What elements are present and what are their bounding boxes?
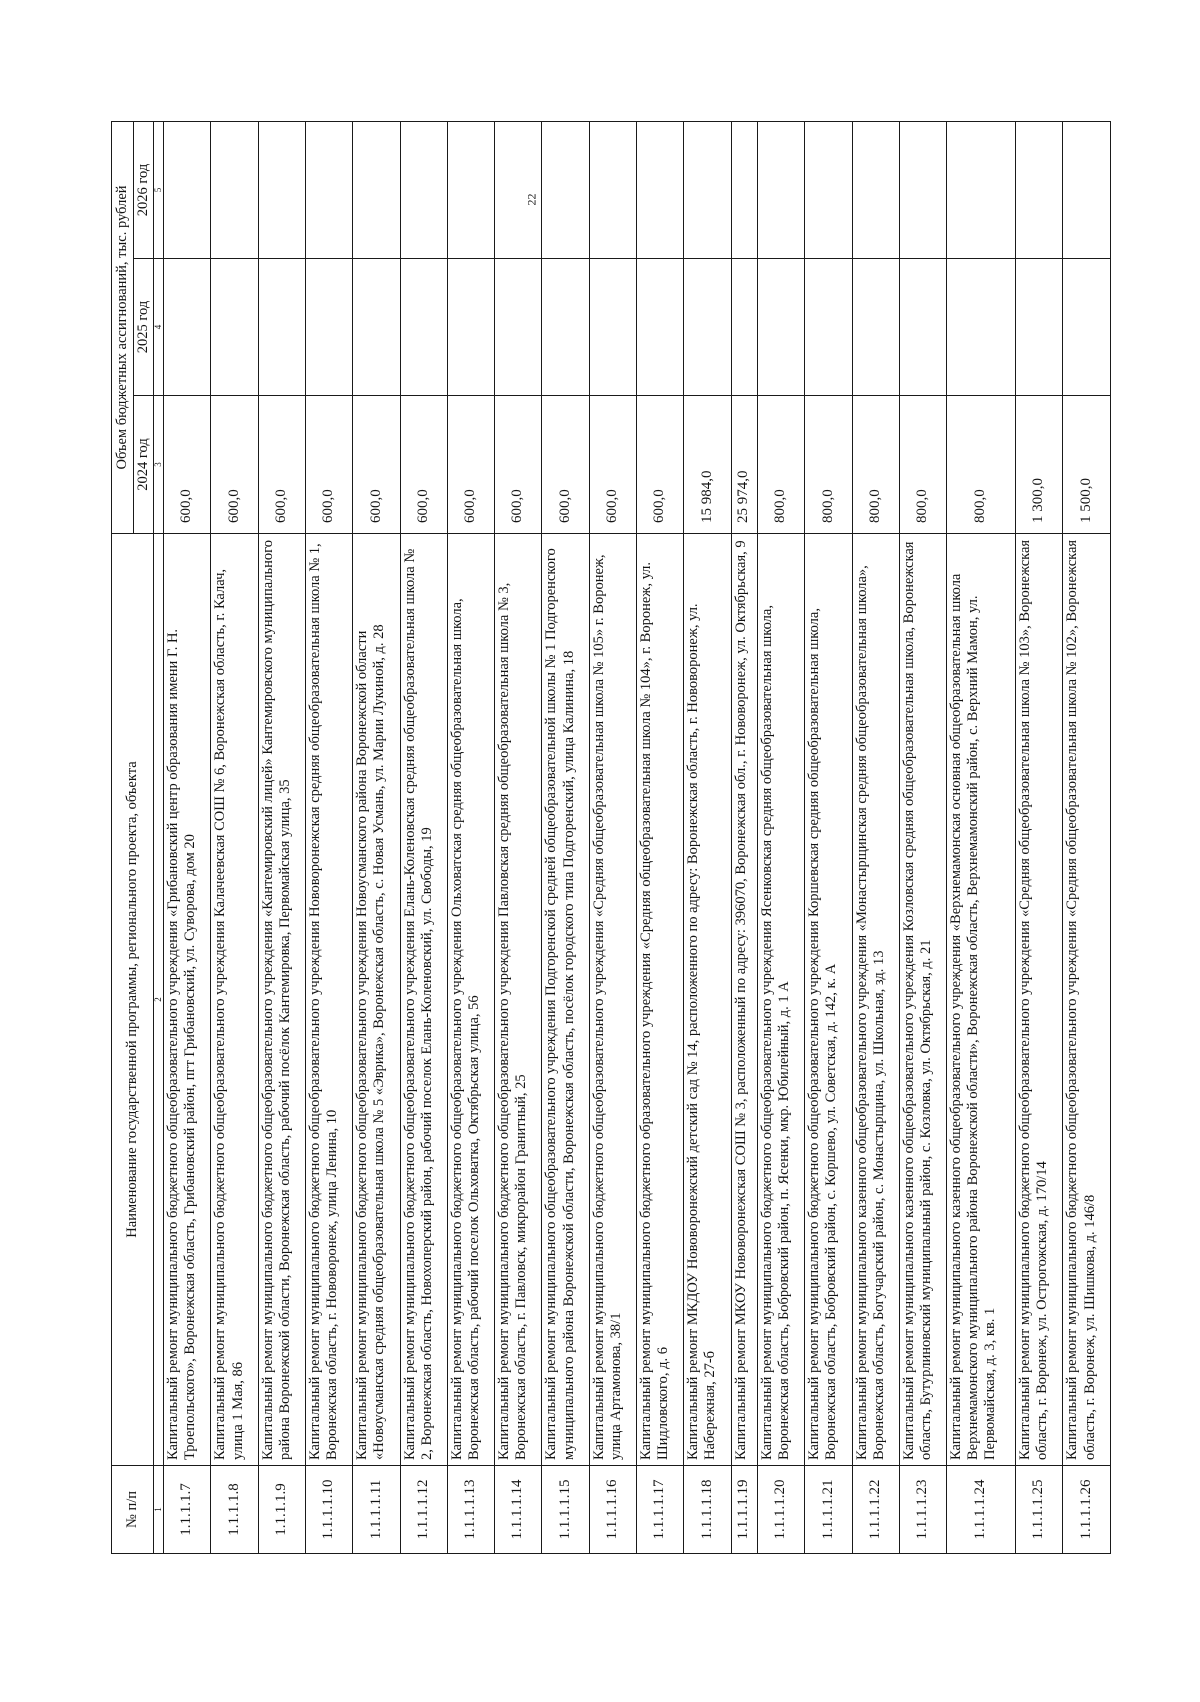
amount-2026 <box>447 122 494 259</box>
header-volume-group: Объем бюджетных ассигнований, тыс. рублей <box>112 122 134 534</box>
row-number: 1.1.1.1.9 <box>258 1466 305 1554</box>
amount-2025 <box>637 259 684 396</box>
amount-2026 <box>258 122 305 259</box>
row-number: 1.1.1.1.10 <box>306 1466 353 1554</box>
table-row <box>637 122 684 1554</box>
row-number: 1.1.1.1.20 <box>757 1466 804 1554</box>
table-row <box>1063 122 1111 1554</box>
amount-2024: 600,0 <box>637 396 684 534</box>
table-row <box>542 122 589 1554</box>
row-number: 1.1.1.1.12 <box>400 1466 447 1554</box>
amount-2024: 800,0 <box>947 396 1016 534</box>
budget-table <box>111 121 1111 1554</box>
amount-2024: 600,0 <box>164 396 211 534</box>
amount-2025 <box>805 259 852 396</box>
row-number: 1.1.1.1.8 <box>211 1466 258 1554</box>
amount-2025 <box>947 259 1016 396</box>
table-body <box>164 122 1111 1554</box>
column-index: 2 <box>154 534 164 1466</box>
object-name: Капитальный ремонт муниципального общеобразовательного учреждения Подгоренской средней общеобразовательной школы № 1 Подгоренского муниципального района Воронежской области, Воронежская область, посёлок городского типа Подгоренский, улица Калинина, 18 <box>542 534 589 1466</box>
table-row <box>1016 122 1063 1554</box>
column-index: 3 <box>154 396 164 534</box>
row-number: 1.1.1.1.14 <box>495 1466 542 1554</box>
object-name: Капитальный ремонт муниципального бюджетного общеобразовательного учреждения «Средняя общеобразовательная школа № 103», Воронежская область, г. Воронеж, ул. Острогожская, д. 170/14 <box>1016 534 1063 1466</box>
amount-2024: 600,0 <box>258 396 305 534</box>
amount-2026 <box>353 122 400 259</box>
amount-2026 <box>306 122 353 259</box>
table-row <box>899 122 946 1554</box>
amount-2025 <box>211 259 258 396</box>
amount-2026 <box>947 122 1016 259</box>
object-name: Капитальный ремонт МКДОУ Нововоронежский детский сад № 14, расположенного по адресу: Воронежская область, г. Нововоронеж, ул. Набережная, 27-б <box>684 534 731 1466</box>
object-name: Капитальный ремонт муниципального бюджетного общеобразовательного учреждения «Грибановский центр образования имени Г. Н. Троепольского», Воронежская область, Грибановский район, пгт Грибановский, ул. Суворова, дом 20 <box>164 534 211 1466</box>
amount-2025 <box>164 259 211 396</box>
table-row <box>306 122 353 1554</box>
object-name: Капитальный ремонт муниципального казенного общеобразовательного учреждения «Монастырщинская средняя общеобразовательная школа», Воронежская область, Богучарский район, с. Монастырщина, ул. Школьная, зд. 13 <box>852 534 899 1466</box>
table-row <box>731 122 757 1554</box>
object-name: Капитальный ремонт МКОУ Нововоронежская СОШ № 3, расположенный по адресу: 396070, Воронежская обл., г. Нововоронеж, ул. Октябрьская, 9 <box>731 534 757 1466</box>
amount-2024: 1 300,0 <box>1016 396 1063 534</box>
amount-2024: 800,0 <box>852 396 899 534</box>
object-name: Капитальный ремонт муниципального бюджетного общеобразовательного учреждения Новоусманского района Воронежской области «Новоусманская средняя общеобразовательная школа № 5 «Эврика», Воронежская область, с. Новая Усмань, ул. Марии Лукиной, д. 28 <box>353 534 400 1466</box>
amount-2026 <box>211 122 258 259</box>
amount-2026 <box>164 122 211 259</box>
amount-2024: 600,0 <box>495 396 542 534</box>
amount-2026 <box>731 122 757 259</box>
amount-2024: 600,0 <box>542 396 589 534</box>
row-number: 1.1.1.1.18 <box>684 1466 731 1554</box>
table-row <box>684 122 731 1554</box>
header-year-2024: 2024 год <box>134 396 154 534</box>
amount-2025 <box>852 259 899 396</box>
row-number: 1.1.1.1.16 <box>589 1466 636 1554</box>
row-number: 1.1.1.1.11 <box>353 1466 400 1554</box>
amount-2024: 800,0 <box>899 396 946 534</box>
object-name: Капитальный ремонт муниципального бюджетного общеобразовательного учреждения Ольховатская средняя общеобразовательная школа, Воронежская область, рабочий поселок Ольховатка, Октябрьская улица, 56 <box>447 534 494 1466</box>
amount-2026 <box>1016 122 1063 259</box>
object-name: Капитальный ремонт муниципального бюджетного общеобразовательного учреждения Елань-Коленовская средняя общеобразовательная школа № 2, Воронежская область, Новохоперский район, рабочий поселок Елань-Коленовский, ул. Свободы, 19 <box>400 534 447 1466</box>
rotated-table-container <box>111 122 1111 1554</box>
object-name: Капитальный ремонт муниципального бюджетного общеобразовательного учреждения Ясенковская средняя общеобразовательная школа, Воронежская область, Бобровский район, п. Ясенки, мкр. Юбилейный, д. 1 А <box>757 534 804 1466</box>
row-number: 1.1.1.1.24 <box>947 1466 1016 1554</box>
table-row <box>495 122 542 1554</box>
table-row <box>447 122 494 1554</box>
amount-2024: 600,0 <box>447 396 494 534</box>
row-number: 1.1.1.1.13 <box>447 1466 494 1554</box>
row-number: 1.1.1.1.22 <box>852 1466 899 1554</box>
object-name: Капитальный ремонт муниципального бюджетного образовательного учреждения «Средняя общеобразовательная школа № 104», г. Воронеж, ул. Шидловского, д. 6 <box>637 534 684 1466</box>
table-row <box>258 122 305 1554</box>
amount-2025 <box>447 259 494 396</box>
row-number: 1.1.1.1.17 <box>637 1466 684 1554</box>
amount-2026 <box>589 122 636 259</box>
amount-2025 <box>757 259 804 396</box>
amount-2026 <box>637 122 684 259</box>
table-row <box>164 122 211 1554</box>
amount-2025 <box>400 259 447 396</box>
object-name: Капитальный ремонт муниципального бюджетного общеобразовательного учреждения Калачеевская СОШ № 6, Воронежская область, г. Калач, улица 1 Мая, 86 <box>211 534 258 1466</box>
table-row <box>211 122 258 1554</box>
row-number: 1.1.1.1.23 <box>899 1466 946 1554</box>
amount-2025 <box>542 259 589 396</box>
amount-2024: 25 974,0 <box>731 396 757 534</box>
row-number: 1.1.1.1.7 <box>164 1466 211 1554</box>
object-name: Капитальный ремонт муниципального бюджетного общеобразовательного учреждения «Средняя общеобразовательная школа № 105» г. Воронеж, улица Артамонова, 38/1 <box>589 534 636 1466</box>
amount-2025 <box>495 259 542 396</box>
amount-2025 <box>899 259 946 396</box>
table-row <box>589 122 636 1554</box>
amount-2026 <box>684 122 731 259</box>
row-number: 1.1.1.1.15 <box>542 1466 589 1554</box>
amount-2025 <box>731 259 757 396</box>
amount-2024: 600,0 <box>353 396 400 534</box>
amount-2026 <box>852 122 899 259</box>
amount-2026 <box>400 122 447 259</box>
object-name: Капитальный ремонт муниципального бюджетного общеобразовательного учреждения Нововоронежская средняя общеобразовательная школа № 1, Воронежская область, г. Нововоронеж, улица Ленина, 10 <box>306 534 353 1466</box>
row-number: 1.1.1.1.25 <box>1016 1466 1063 1554</box>
amount-2025 <box>1063 259 1111 396</box>
object-name: Капитальный ремонт муниципального бюджетного общеобразовательного учреждения Коршевская средняя общеобразовательная школа, Воронежская область, Бобровский район, с. Коршево, ул. Советская, д. 142, к. А <box>805 534 852 1466</box>
row-number: 1.1.1.1.19 <box>731 1466 757 1554</box>
table-row <box>805 122 852 1554</box>
object-name: Капитальный ремонт муниципального бюджетного общеобразовательного учреждения «Кантемировский лицей» Кантемировского муниципального района Воронежской области, Воронежская область, рабочий посёлок Кантемировка, Первомайская улица, 35 <box>258 534 305 1466</box>
header-year-2025: 2025 год <box>134 259 154 396</box>
amount-2026 <box>757 122 804 259</box>
object-name: Капитальный ремонт муниципального бюджетного общеобразовательного учреждения Павловская средняя общеобразовательная школа № 3, Воронежская область, г. Павловск, микрорайон Гранитный, 25 <box>495 534 542 1466</box>
amount-2025 <box>684 259 731 396</box>
amount-2026 <box>1063 122 1111 259</box>
page-number: 22 <box>524 193 539 206</box>
object-name: Капитальный ремонт муниципального казенного общеобразовательного учреждения Козловская средняя общеобразовательная школа, Воронежская область, Бутурлиновский муниципальный район, с. Козловка, ул. Октябрьская, д. 21 <box>899 534 946 1466</box>
amount-2024: 600,0 <box>400 396 447 534</box>
amount-2024: 600,0 <box>306 396 353 534</box>
amount-2025 <box>589 259 636 396</box>
table-row <box>400 122 447 1554</box>
amount-2026 <box>495 122 542 259</box>
column-index: 4 <box>154 259 164 396</box>
amount-2025 <box>258 259 305 396</box>
header-number: № п/п <box>112 1466 154 1554</box>
header-name: Наименование государственной программы, регионального проекта, объекта <box>112 534 154 1466</box>
amount-2024: 600,0 <box>211 396 258 534</box>
table-row <box>757 122 804 1554</box>
amount-2024: 800,0 <box>757 396 804 534</box>
header-year-2026: 2026 год <box>134 122 154 259</box>
object-name: Капитальный ремонт муниципального казенного общеобразовательного учреждения «Верхнемамонская основная общеобразовательная школа Верхнемамонского муниципального района Воронежской области», Воронежская область, Верхнемамонский район, с. Верхний Мамон, ул. Первомайская, д. 3, кв. 1 <box>947 534 1016 1466</box>
column-index: 1 <box>154 1466 164 1554</box>
amount-2024: 800,0 <box>805 396 852 534</box>
amount-2026 <box>805 122 852 259</box>
amount-2026 <box>542 122 589 259</box>
row-number: 1.1.1.1.21 <box>805 1466 852 1554</box>
amount-2025 <box>1016 259 1063 396</box>
table-row <box>947 122 1016 1554</box>
amount-2025 <box>306 259 353 396</box>
amount-2024: 1 500,0 <box>1063 396 1111 534</box>
amount-2024: 600,0 <box>589 396 636 534</box>
table-row <box>852 122 899 1554</box>
amount-2024: 15 984,0 <box>684 396 731 534</box>
object-name: Капитальный ремонт муниципального бюджетного общеобразовательного учреждения «Средняя общеобразовательная школа № 102», Воронежская область, г. Воронеж, ул. Шишкова, д. 146/8 <box>1063 534 1111 1466</box>
column-index: 5 <box>154 122 164 259</box>
table-row <box>353 122 400 1554</box>
amount-2026 <box>899 122 946 259</box>
amount-2025 <box>353 259 400 396</box>
row-number: 1.1.1.1.26 <box>1063 1466 1111 1554</box>
